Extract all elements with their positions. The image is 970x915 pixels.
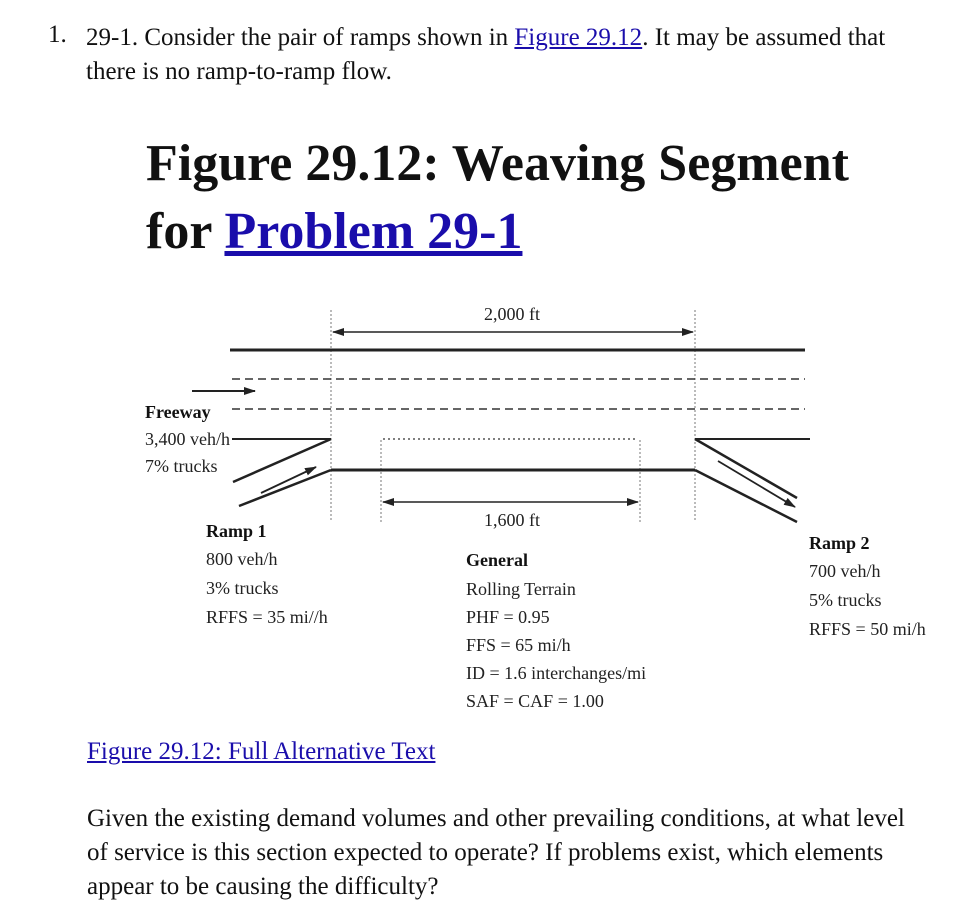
ramp2-volume: 700 veh/h (809, 561, 881, 581)
ramp2-edge-upper (695, 439, 797, 498)
ramp1-rffs: RFFS = 35 mi//h (206, 607, 328, 627)
closing-question: Given the existing demand volumes and other prevailing conditions, at what level of service is this section expected to operate? If problems exist, which elements appear to be causing the difficulty? (87, 805, 905, 900)
general-id: ID = 1.6 interchanges/mi (466, 663, 647, 683)
dimension-label-1600: 1,600 ft (484, 510, 540, 530)
question-text-after: . It may be assumed that there is no ramp-to-ramp flow. (86, 24, 886, 85)
problem-link[interactable]: Problem 29-1 (224, 203, 523, 260)
ramp2-title: Ramp 2 (809, 533, 870, 553)
ramp1-volume: 800 veh/h (206, 549, 278, 569)
general-ffs: FFS = 65 mi/h (466, 635, 571, 655)
figure-title (146, 130, 886, 266)
ramp1-edge-lower (239, 470, 331, 506)
general-terrain: Rolling Terrain (466, 579, 576, 599)
question-text (86, 21, 906, 89)
ramp1-title: Ramp 1 (206, 521, 267, 541)
dimension-label-2000: 2,000 ft (484, 304, 540, 324)
weaving-diagram (0, 290, 970, 720)
freeway-title: Freeway (145, 402, 211, 422)
freeway-trucks: 7% trucks (145, 456, 218, 476)
ramp2-trucks: 5% trucks (809, 590, 882, 610)
question-number: 1. (48, 21, 67, 48)
general-title: General (466, 550, 528, 570)
ramp1-trucks: 3% trucks (206, 578, 279, 598)
ramp2-rffs: RFFS = 50 mi/h (809, 619, 926, 639)
question-text-before: 29-1. Consider the pair of ramps shown in (86, 24, 515, 51)
general-phf: PHF = 0.95 (466, 607, 550, 627)
general-saf: SAF = CAF = 1.00 (466, 691, 604, 711)
figure-title-prefix: Figure 29.12: Weaving Segment for (146, 135, 849, 260)
figure-link[interactable]: Figure 29.12 (514, 24, 643, 51)
full-alt-text-link[interactable]: Figure 29.12: Full Alternative Text (87, 738, 436, 765)
freeway-volume: 3,400 veh/h (145, 429, 230, 449)
